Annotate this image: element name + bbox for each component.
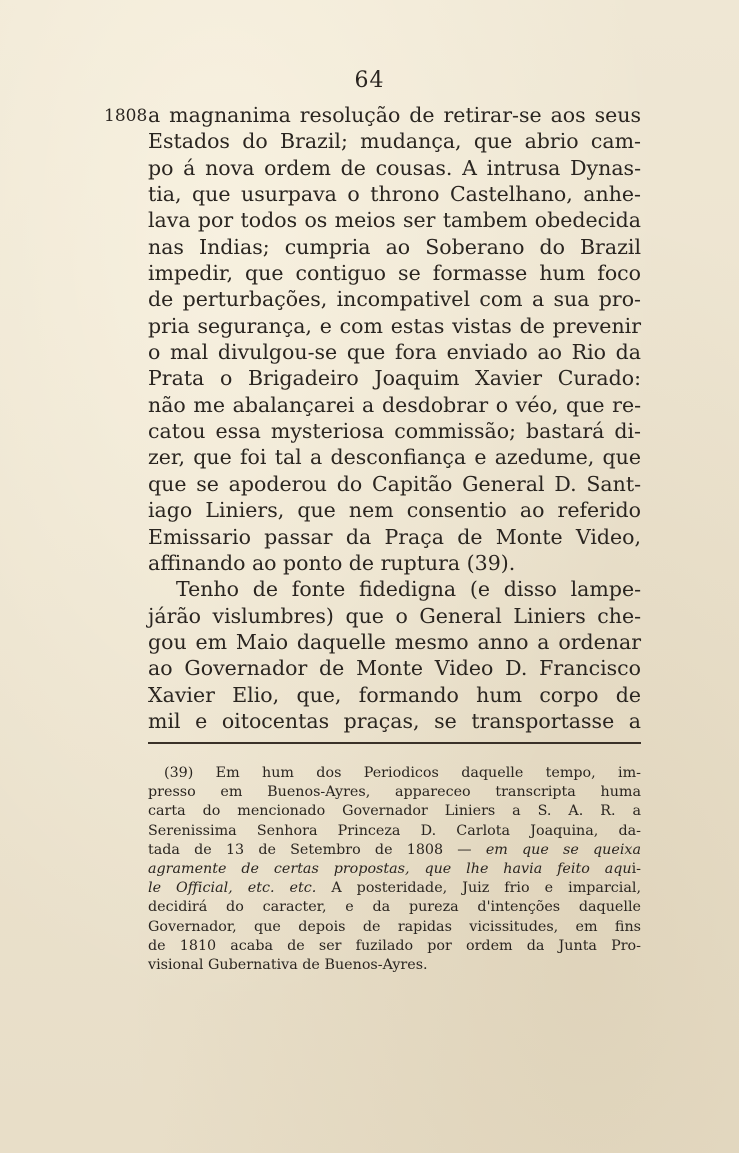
body-line: que se apoderou do Capitão General D. Sant-	[148, 471, 641, 496]
footnote-line: decidirá do caracter, e da pureza d'intenções daquelle	[148, 899, 641, 916]
body-line: nas Indias; cumpria ao Soberano do Brazil	[148, 234, 641, 259]
footnote-italic-text: agramente de certas propostas, que lhe havia feito aqu	[148, 860, 632, 877]
body-line: pria segurança, e com estas vistas de prevenir	[148, 313, 641, 338]
footnote-line	[148, 841, 641, 860]
footnote-line	[148, 860, 641, 879]
body-line: a magnanima resolução de retirar-se aos seus	[148, 103, 641, 127]
footnote-line: presso em Buenos-Ayres, appareceo transcripta huma	[148, 784, 641, 801]
page-number: 64	[354, 68, 385, 93]
body-line: de perturbações, incompativel com a sua pro-	[148, 287, 641, 312]
footnote-line: visional Gubernativa de Buenos-Ayres.	[148, 956, 428, 973]
footnote-line	[148, 879, 641, 898]
body-line: ao Governador de Monte Video D. Francisco	[148, 656, 641, 681]
footnote-divider	[148, 742, 641, 744]
body-line: Prata o Brigadeiro Joaquim Xavier Curado:	[148, 366, 641, 391]
footnote-line: Serenissima Senhora Princeza D. Carlota Joaquina, da-	[148, 822, 641, 839]
footnote-text: A posteridade, Juiz frio e imparcial,	[331, 880, 641, 897]
footnote	[148, 764, 641, 975]
body-line: gou em Maio daquelle mesmo anno a ordenar	[148, 629, 641, 654]
body-line: não me abalançarei a desdobrar o véo, que re-	[148, 392, 641, 417]
body-line: iago Liniers, que nem consentio ao referido	[148, 498, 641, 523]
footnote-line: carta do mencionado Governador Liniers a S. A. R. a	[148, 803, 641, 820]
body-line-paragraph-start: Tenho de fonte fidedigna (e disso lampe-	[176, 577, 641, 602]
footnote-text: i-	[631, 860, 641, 877]
body-text	[148, 102, 641, 734]
footnote-text: tada de 13 de Setembro de 1808 —	[148, 841, 472, 858]
body-line: tia, que usurpava o throno Castelhano, anhe-	[148, 182, 641, 207]
footnote-italic-text: em que se queixa	[485, 841, 642, 858]
body-line: po á nova ordem de cousas. A intrusa Dynas-	[148, 155, 641, 180]
body-line: Emissario passar da Praça de Monte Video,	[148, 524, 641, 549]
footnote-line: de 1810 acaba de ser fuzilado por ordem da Junta Pro-	[148, 937, 641, 954]
body-line: mil e oitocentas praças, se transportasse a	[148, 708, 641, 733]
body-line-paragraph-end: affinando ao ponto de ruptura (39).	[148, 550, 516, 575]
footnote-line: (39) Em hum dos Periodicos daquelle tempo, im-	[164, 765, 641, 781]
footnote-italic-text: le Official, etc. etc.	[148, 880, 317, 897]
body-line: Xavier Elio, que, formando hum corpo de	[148, 682, 641, 707]
body-line: o mal divulgou-se que fora enviado ao Rio da	[148, 340, 641, 365]
footnote-line: Governador, que depois de rapidas vicissitudes, em fins	[148, 918, 641, 935]
body-line: zer, que foi tal a desconfiança e azedume, que	[148, 445, 641, 470]
margin-year: 1808	[104, 106, 148, 126]
body-line: járão vislumbres) que o General Liniers che-	[148, 603, 641, 628]
body-line: catou essa mysteriosa commissão; bastará di-	[148, 419, 641, 444]
body-line: impedir, que contiguo se formasse hum foco	[148, 261, 641, 286]
body-line: Estados do Brazil; mudança, que abrio cam-	[148, 129, 641, 154]
body-line: lava por todos os meios ser tambem obedecida	[148, 208, 641, 233]
